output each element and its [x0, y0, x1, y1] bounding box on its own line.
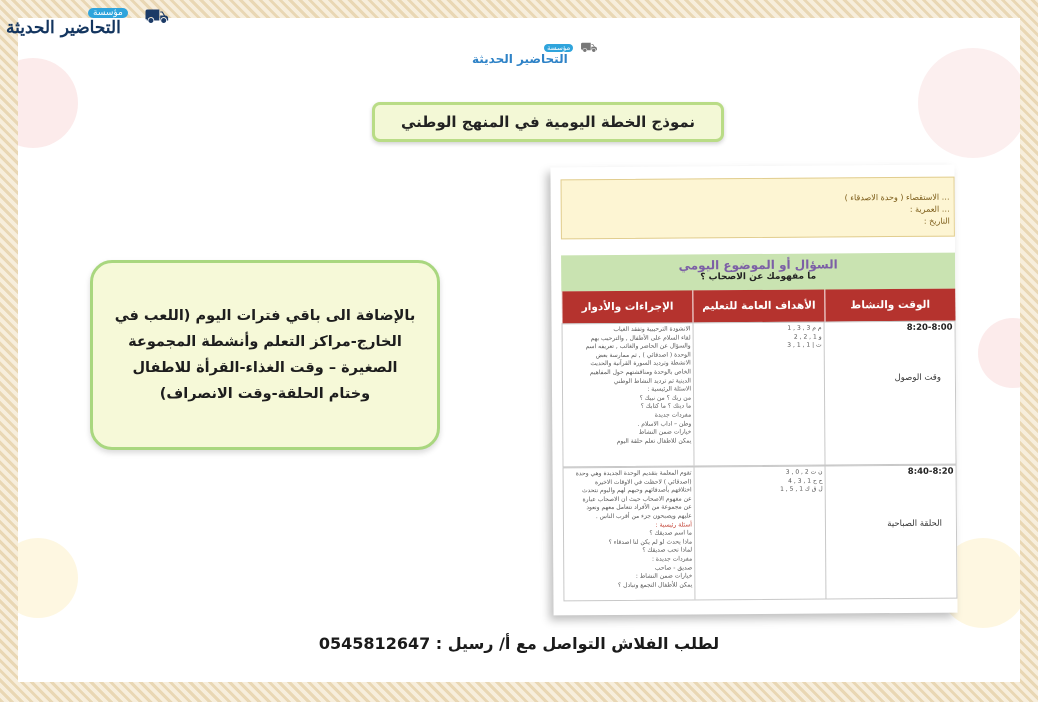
procedure-line: عن مفهوم الاصحاب حيث ان الاصحاب عبارة — [582, 495, 692, 503]
logo-tagline: مؤسسة — [88, 8, 128, 18]
procedure-line: وطن – اداب الاسلام . — [637, 419, 692, 428]
goal-line: ح ح 1 , 3 , 4 — [788, 477, 823, 485]
center-logo — [468, 38, 608, 72]
column-header-goals: الأهداف العامة للتعليم — [693, 290, 825, 323]
procedure-line: الوحدة ( اصدقائي ) , ثم ممارسة بعض — [595, 351, 691, 359]
procedure-line: من ربك ؟ من نبيك ؟ — [639, 394, 692, 402]
procedure-line: الانشطة وترديد السورة القرآنية والحديث — [590, 359, 691, 368]
goals-cell — [694, 467, 826, 600]
procedures-cell — [564, 467, 695, 600]
column-header-procedures: الإجراءات والأدوار — [561, 290, 693, 323]
time-cell — [825, 466, 957, 599]
procedure-line: عن مجموعة من الأفراد نتعامل معهم ونعود — [586, 503, 692, 512]
truck-icon: ⛟ — [144, 4, 170, 28]
header-line: التاريخ : — [923, 216, 950, 226]
goal-line: م م 3 , 3 , 1 — [787, 324, 822, 332]
decor-blob — [18, 58, 78, 148]
procedure-line: والسؤال عن الحاضر والغائب , تعريفه اسم — [585, 342, 691, 351]
truck-icon: ⛟ — [580, 40, 598, 56]
goal-line: و 1 , 2 , 2 — [793, 333, 822, 341]
daily-question-bar — [561, 253, 955, 292]
contact-footer: لطلب الفلاش التواصل مع أ/ رسيل : 0545812647 — [318, 634, 720, 653]
procedure-line: مفردات جديدة : — [651, 555, 693, 563]
goals-cell — [693, 323, 825, 466]
logo-name: التحاضير الحديثة — [6, 18, 121, 38]
procedure-line: لقاء السلام على الأطفال , والترحيب بهم — [590, 334, 691, 342]
procedure-line: الاسئلة الرئيسية : — [647, 385, 692, 393]
procedure-line: يمكن للاطفال تعلم حلقة اليوم — [616, 437, 692, 445]
procedure-line: تقوم المعلمة بتقديم الوحدة الجديدة وهي وحدة — [575, 469, 692, 478]
procedure-line: الخاص بالوحدة ومناقشتهم حول المفاهيم — [589, 368, 691, 377]
procedure-line: ما اسم صديقك ؟ — [649, 529, 693, 537]
corner-logo — [2, 2, 180, 42]
decor-blob — [18, 538, 78, 618]
procedure-line: الدينية ثم ترديد النشاط الوطني — [613, 377, 691, 385]
plan-document-preview — [550, 165, 957, 616]
procedure-line: الانشودة الترحيبية وتفقد الغياب — [613, 325, 691, 333]
page-title: نموذج الخطة اليومية في المنهج الوطني — [372, 102, 724, 142]
decor-blob — [978, 318, 1020, 388]
goal-line: ل ق ك 1 , 5 , 1 — [780, 485, 823, 494]
time-cell — [824, 322, 956, 465]
time-range: 8:40-8:20 — [907, 466, 954, 477]
time-range: 8:20-8:00 — [906, 322, 953, 333]
column-header-time: الوقت والنشاط — [824, 289, 956, 322]
procedure-line: لماذا نحب صديقك ؟ — [642, 546, 693, 555]
goal-line: ن ت 2 , 0 , 3 — [785, 468, 823, 476]
procedure-line: مفردات جديدة — [654, 411, 692, 419]
document-header — [561, 177, 955, 240]
table-row — [562, 321, 957, 468]
question-text: ما مفهومك عن الاصحاب ؟ — [700, 271, 817, 283]
decor-blob — [918, 48, 1020, 158]
question-title: السؤال أو الموضوع اليومي — [678, 257, 838, 273]
table-header — [561, 289, 955, 324]
activity-name: الحلقة الصباحية — [887, 518, 942, 530]
procedure-line: خيارات ضمن النشاط — [638, 428, 692, 436]
procedure-line: عليهم ويصبحون جزء من أقرب الناس . — [595, 512, 692, 521]
note-box: بالإضافة الى باقي فترات اليوم (اللعب في الخارج-مراكز التعلم وأنشطة المجموعة الصغيرة – وقت الغذاء-القرأة للاطفال وختام الحلقة-وقت الانصراف) — [90, 260, 440, 450]
procedure-line: اختلافهم بأصدقائهم وحبهم لهم واليوم نتحدث — [581, 486, 692, 495]
goal-line: ت | 1 , 1 , 3 — [787, 341, 822, 349]
procedure-line: خيارات ضمن النشاط : — [635, 572, 693, 580]
header-line: … الاستقصاء ( وحدة الاصدقاء ) — [844, 192, 950, 203]
logo-name: التحاضير الحديثة — [472, 52, 568, 66]
table-row — [563, 465, 958, 602]
procedures-cell — [563, 323, 694, 466]
procedure-line: ما دينك ؟ ما كتابك ؟ — [640, 402, 692, 411]
procedure-line: يمكن للأطفال التجمع وتبادل ؟ — [618, 581, 693, 589]
procedure-line: صديق - صاحب — [654, 563, 693, 572]
header-line: … العمرية : — [909, 204, 950, 214]
logo-tagline: مؤسسة — [544, 44, 573, 52]
procedure-line: أسئلة رئيسية : — [655, 520, 692, 529]
procedure-line: (اصدقائي ) لاحظت في الاوقات الاخيرة — [594, 478, 692, 486]
activity-name: وقت الوصول — [894, 372, 941, 384]
procedure-line: ماذا يحدث لو لم يكن لنا اصدقاء ؟ — [608, 538, 693, 546]
